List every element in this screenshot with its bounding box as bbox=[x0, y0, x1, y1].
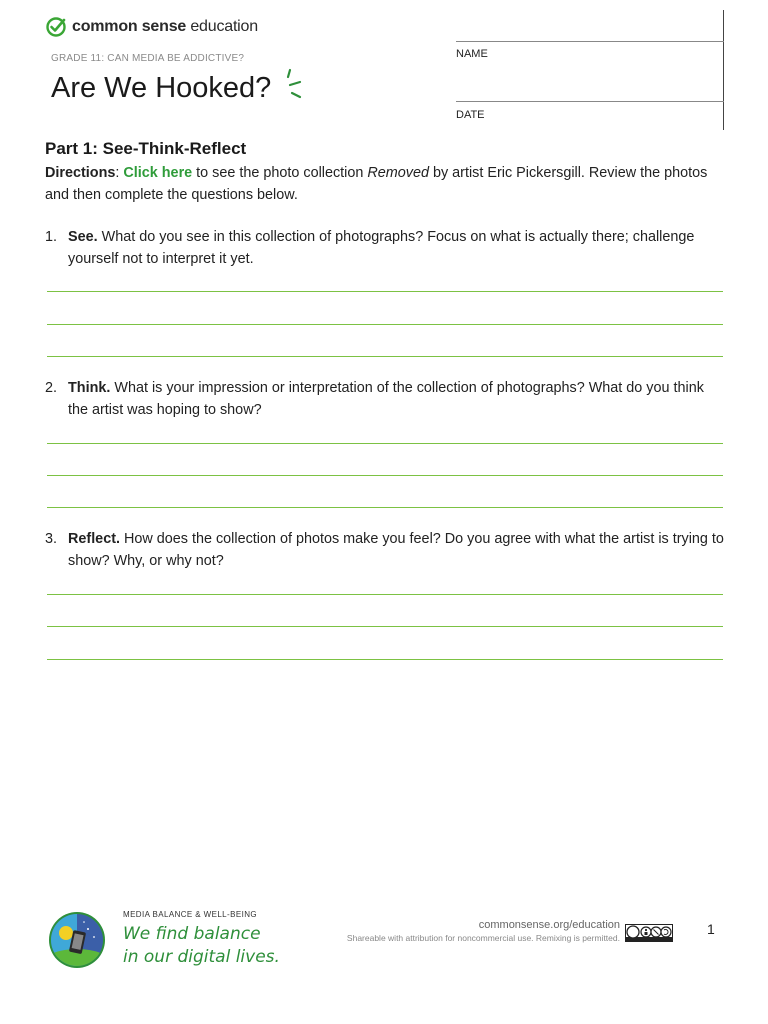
question-number: 1. bbox=[45, 229, 58, 245]
logo-text: common sense education bbox=[72, 18, 258, 35]
footer-license: Shareable with attribution for noncommercial use. Remixing is permitted. bbox=[346, 933, 620, 943]
question-see bbox=[45, 226, 727, 270]
question-text: What is your impression or interpretation of the collection of photographs? What do you think the artist was hoping to show? bbox=[68, 380, 704, 418]
footer-url[interactable]: commonsense.org/education bbox=[478, 919, 620, 931]
name-label: NAME bbox=[456, 48, 488, 60]
answer-line[interactable] bbox=[47, 443, 723, 444]
question-number: 2. bbox=[45, 380, 58, 396]
answer-line[interactable] bbox=[47, 324, 723, 325]
click-here-link[interactable]: Click here bbox=[123, 165, 193, 181]
question-keyword: Reflect. bbox=[68, 531, 120, 547]
question-text: How does the collection of photos make you feel? Do you agree with what the artist is trying to show? Why, or why not? bbox=[68, 531, 724, 569]
creative-commons-badge-icon bbox=[625, 924, 673, 942]
page-number: 1 bbox=[707, 921, 715, 937]
directions-text: Directions: Click here to see the photo collection Removed by artist Eric Pickersgill. Review the photos and then complete the questions below. bbox=[45, 165, 708, 203]
question-keyword: See. bbox=[68, 229, 98, 245]
answer-line[interactable] bbox=[47, 594, 723, 595]
brand-logo bbox=[45, 16, 258, 38]
grade-label: GRADE 11: CAN MEDIA BE ADDICTIVE? bbox=[51, 53, 245, 64]
question-text: What do you see in this collection of photographs? Focus on what is actually there; challenge yourself not to interpret it yet. bbox=[68, 229, 695, 267]
digital-balance-badge-icon bbox=[48, 911, 106, 969]
answer-line[interactable] bbox=[47, 507, 723, 508]
question-reflect bbox=[45, 528, 727, 572]
page-title: Are We Hooked? bbox=[51, 72, 272, 104]
footer-kicker: MEDIA BALANCE & WELL-BEING bbox=[123, 910, 257, 919]
answer-line[interactable] bbox=[47, 626, 723, 627]
date-top-line[interactable] bbox=[456, 101, 724, 102]
answer-line[interactable] bbox=[47, 475, 723, 476]
question-think bbox=[45, 377, 727, 421]
question-keyword: Think. bbox=[68, 380, 111, 396]
answer-line[interactable] bbox=[47, 356, 723, 357]
section-title: Part 1: See-Think-Reflect bbox=[45, 139, 247, 158]
name-top-line bbox=[456, 41, 724, 42]
checkmark-circle-icon bbox=[45, 16, 67, 38]
box-divider bbox=[723, 10, 724, 130]
footer-slogan: We find balance in our digital lives. bbox=[123, 924, 280, 967]
question-number: 3. bbox=[45, 531, 58, 547]
sparkle-icon bbox=[286, 68, 306, 102]
date-label: DATE bbox=[456, 109, 485, 121]
name-date-box bbox=[456, 10, 724, 130]
answer-line[interactable] bbox=[47, 659, 723, 660]
answer-line[interactable] bbox=[47, 291, 723, 292]
